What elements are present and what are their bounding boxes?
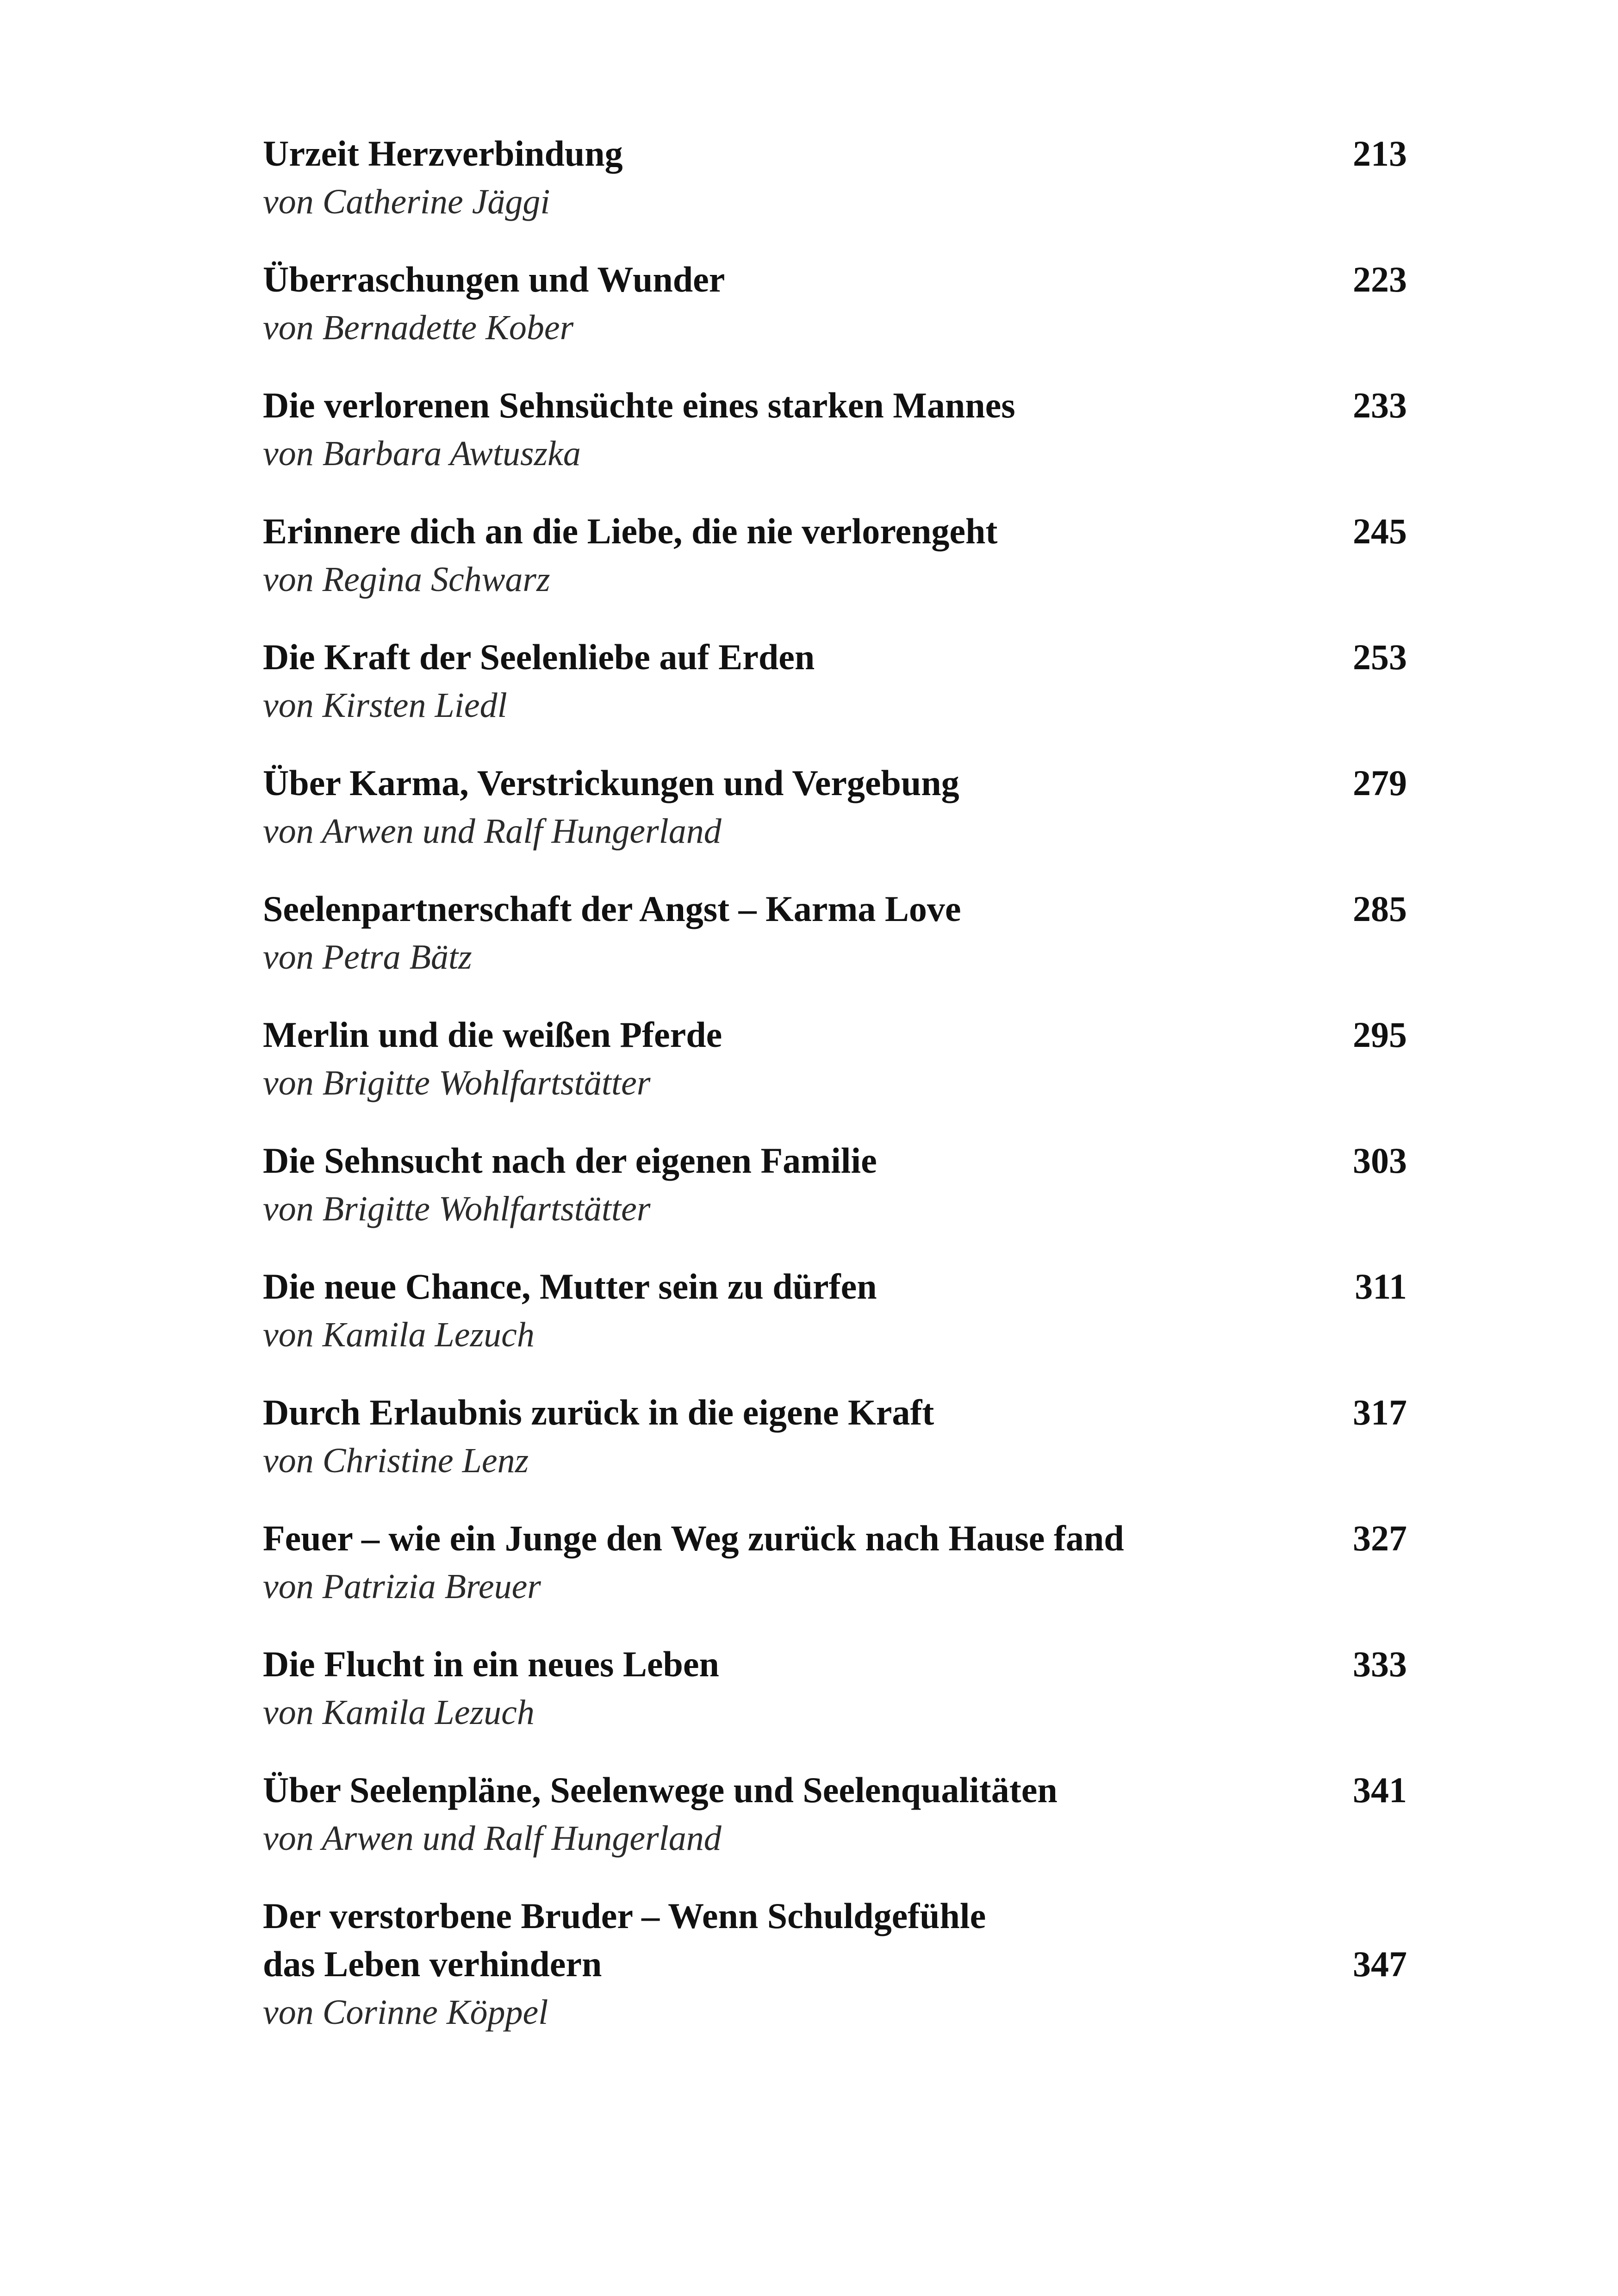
toc-entry-title-row	[263, 1388, 1407, 1437]
toc-entry-page-number: 303	[1353, 1140, 1407, 1181]
toc-entry-title	[263, 1388, 1259, 1437]
toc-entry-title-row	[263, 759, 1407, 807]
toc-entry-page-number: 327	[1353, 1518, 1407, 1558]
toc-entry-title-row	[263, 1011, 1407, 1059]
toc-entry	[263, 130, 1407, 225]
toc-entry-author: von Kirsten Liedl	[263, 686, 507, 725]
toc-entry-page-number: 223	[1353, 259, 1407, 299]
toc-entry-author: von Christine Lenz	[263, 1441, 529, 1480]
toc-entry-page-number: 233	[1353, 385, 1407, 425]
toc-entry-title	[263, 1766, 1259, 1814]
toc-entry-title	[263, 1263, 1259, 1311]
toc-entry	[263, 255, 1407, 351]
toc-entry	[263, 507, 1407, 603]
toc-entry-title	[263, 130, 1259, 178]
toc-entry	[263, 1388, 1407, 1484]
toc-entry-page-number: 333	[1353, 1644, 1407, 1684]
toc-entry-title	[263, 1514, 1259, 1562]
toc-entry-author: von Brigitte Wohlfartstätter	[263, 1189, 651, 1228]
toc-entry-page-number: 285	[1353, 889, 1407, 929]
toc-entry-page-number: 341	[1353, 1770, 1407, 1810]
toc-entry-author: von Arwen und Ralf Hungerland	[263, 812, 722, 851]
toc-entry-title-line: Durch Erlaubnis zurück in die eigene Kraft	[263, 1392, 934, 1432]
toc-entry	[263, 759, 1407, 854]
toc-entry-title	[263, 381, 1259, 429]
toc-entry-title	[263, 1137, 1259, 1185]
toc-entry	[263, 1514, 1407, 1610]
toc-entry-title-row	[263, 885, 1407, 933]
toc-entry-title-row	[263, 255, 1407, 304]
toc-entry	[263, 1137, 1407, 1232]
toc-entry-title-row	[263, 507, 1407, 555]
table-of-contents	[263, 130, 1407, 2035]
toc-entry-title-row	[263, 1514, 1407, 1562]
toc-entry-title-row	[263, 130, 1407, 178]
toc-entry-title-row	[263, 1263, 1407, 1311]
toc-entry-title-line: Urzeit Herzverbindung	[263, 133, 623, 174]
toc-entry	[263, 633, 1407, 728]
toc-entry-author: von Regina Schwarz	[263, 560, 550, 599]
toc-entry-title-row	[263, 1766, 1407, 1814]
toc-entry-title-line: Feuer – wie ein Junge den Weg zurück nach Hause fand	[263, 1518, 1124, 1558]
toc-entry-title	[263, 1892, 1259, 1988]
toc-entry-page-number: 245	[1353, 511, 1407, 551]
toc-entry-title-line: Die Sehnsucht nach der eigenen Familie	[263, 1140, 877, 1181]
toc-entry-title-line: Über Karma, Verstrickungen und Vergebung	[263, 763, 959, 803]
toc-entry-page-number: 311	[1355, 1266, 1407, 1307]
toc-entry-author: von Brigitte Wohlfartstätter	[263, 1064, 651, 1102]
toc-entry-title-row	[263, 633, 1407, 681]
toc-entry-title-line: das Leben verhindern	[263, 1944, 602, 1984]
toc-entry-author: von Barbara Awtuszka	[263, 434, 581, 473]
toc-entry-title-line: Über Seelenpläne, Seelenwege und Seelenqualitäten	[263, 1770, 1058, 1810]
toc-entry	[263, 1766, 1407, 1861]
toc-entry	[263, 1892, 1407, 2035]
toc-entry-title	[263, 1011, 1259, 1059]
toc-entry-author: von Patrizia Breuer	[263, 1567, 541, 1606]
toc-entry-title-line: Merlin und die weißen Pferde	[263, 1014, 722, 1055]
toc-entry	[263, 1640, 1407, 1736]
toc-entry-author: von Catherine Jäggi	[263, 182, 550, 221]
toc-entry-title-line: Seelenpartnerschaft der Angst – Karma Love	[263, 889, 961, 929]
toc-entry-title-row	[263, 1137, 1407, 1185]
toc-entry-author: von Arwen und Ralf Hungerland	[263, 1819, 722, 1858]
toc-entry-page-number: 347	[1353, 1944, 1407, 1984]
toc-entry-title-line: Die neue Chance, Mutter sein zu dürfen	[263, 1266, 877, 1307]
toc-entry-title-row	[263, 1892, 1407, 1988]
toc-entry-title	[263, 885, 1259, 933]
toc-entry-author: von Kamila Lezuch	[263, 1693, 535, 1732]
toc-entry-author: von Petra Bätz	[263, 938, 472, 977]
toc-entry-page-number: 317	[1353, 1392, 1407, 1432]
toc-entry-title-row	[263, 381, 1407, 429]
toc-entry-author: von Corinne Köppel	[263, 1993, 548, 2032]
toc-entry-author: von Kamila Lezuch	[263, 1315, 535, 1354]
toc-entry	[263, 1011, 1407, 1106]
toc-entry-title-line: Erinnere dich an die Liebe, die nie verlorengeht	[263, 511, 998, 551]
toc-entry-title	[263, 1640, 1259, 1688]
toc-entry-title-line: Die Kraft der Seelenliebe auf Erden	[263, 637, 815, 677]
toc-entry-title-line: Die Flucht in ein neues Leben	[263, 1644, 719, 1684]
toc-entry-title-row	[263, 1640, 1407, 1688]
toc-entry-title-line: Überraschungen und Wunder	[263, 259, 725, 299]
toc-entry-title	[263, 507, 1259, 555]
toc-entry-title-line: Der verstorbene Bruder – Wenn Schuldgefühle	[263, 1896, 986, 1936]
toc-entry	[263, 1263, 1407, 1358]
toc-entry-author: von Bernadette Kober	[263, 308, 574, 347]
toc-entry-title	[263, 633, 1259, 681]
toc-entry-page-number: 253	[1353, 637, 1407, 677]
toc-entry	[263, 885, 1407, 980]
toc-entry-title	[263, 759, 1259, 807]
toc-entry-title	[263, 255, 1259, 304]
toc-entry-title-line: Die verlorenen Sehnsüchte eines starken Mannes	[263, 385, 1015, 425]
toc-entry-page-number: 295	[1353, 1014, 1407, 1055]
toc-entry-page-number: 279	[1353, 763, 1407, 803]
toc-entry-page-number: 213	[1353, 133, 1407, 174]
toc-entry	[263, 381, 1407, 477]
